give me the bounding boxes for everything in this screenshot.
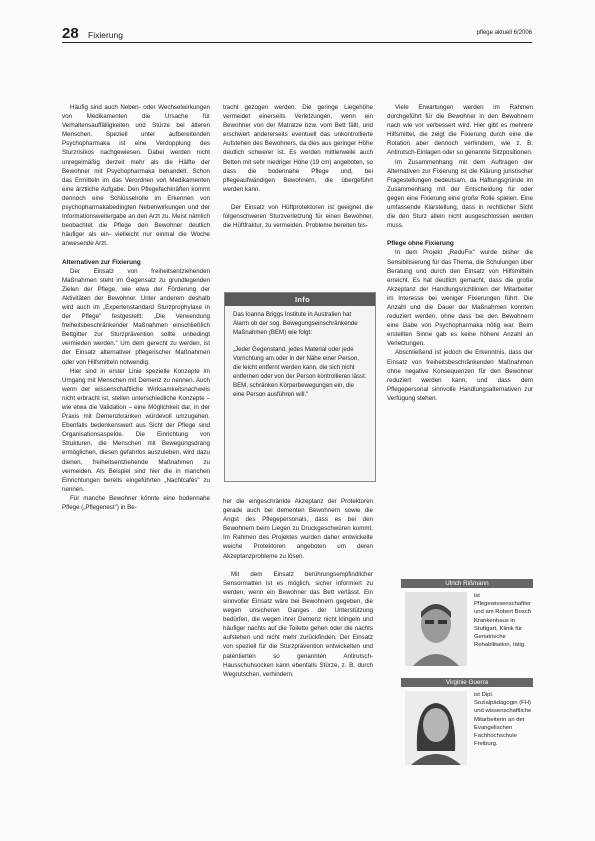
col2-paragraph-4: Mit dem Einsatz berührungsempfindlicher Sensormatten ist es möglich, sicher informiert zu werden, wenn ein Bewohner das Bett verlässt. Ein sinnvoller Einsatz wäre bei Bewohnern gegeben, die wegen unsicheren Ganges der Unterstützung bedürfen, die wegen ihrer Demenz nicht klingeln und häufiger nachts auf die Toilette gehen oder die nachts aufstehen und nicht mehr zurückfinden. Der Einsatz von speziell für die Sturzprävention entwickelten und patentierten so genannten Antirutsch-Hausschuhsocken kann ebenfalls Stürze, z. B. durch Wegrutschen, verhindern. — [223, 570, 373, 678]
col1-paragraph-3: Hier sind in erster Linie spezielle Konzepte im Umgang mit Menschen mit Demenz zu nennen. Auch wenn der wissenschaftliche Wirksamkeitsnachweis nicht erbracht ist, stellen unterschiedliche Konzepte – wie etwa die Validation – eine Möglichkeit dar, in der Praxis mit Demenzkranken würdevoll umzugehen. Ebenfalls bedenkenswert aus Sicht der Pflege sind Organisationsaspekte. Die Einrichtung von Strukturen, die Menschen mit Bewegungsdrang ermöglichen, diesen gefahrlos auszuleben, wird dazu dienen, freiheitsentziehende Maßnahmen zu vermeiden. Als Beispiel sind hier die in manchen Einrichtungen bereits eingeführten „Nachtcafés" zu nennen. — [62, 367, 210, 493]
column-2-top — [223, 103, 373, 230]
page-header — [62, 25, 532, 43]
col3-paragraph-2: Im Zusammenhang mit dem Auftragen der Alternativen zur Fixierung ist die Klärung juristischer Fragestellungen bedeutsam, da Haftungsgründe im Zusammenhang mit der Entscheidung für oder gegen eine Fixierung eine große Rolle spielen. Eine umfassende Klarstellung, dass in rechtlicher Sicht die den Sturz allein nicht ausgeschlossen werden muss. — [387, 158, 533, 230]
column-1 — [62, 103, 210, 512]
header-rule — [62, 42, 532, 43]
col1-paragraph-1: Häufig sind auch Neben- oder Wechselwirkungen von Medikamenten die Ursache für Verhaltensauffälligkeiten und Stürze bei älteren Menschen. Speziell unter aufbereitenden Psychopharmaka ist eine Verdopplung des Sturzrisikos nachgewiesen. Dabei werden nicht unregelmäßig derzeit mehr als die Hälfte der Bewohner mit Psychopharmaka behandelt. Schon das Ermitteln im das Verordnen von Medikamenten eine ärztliche Aufgabe. Den Pflegefachkräften kommt dennoch eine Schlüsselrolle im Erkennen von psychopharmakabedingten Nebenwirkungen und der Informationsweitergabe an den Arzt zu. Meist nämlich beobachtet die Pflege den Bewohner deutlich häufiger als ein- vielleicht nur einmal die Woche anwesende Arzt. — [62, 104, 210, 248]
author-name: Virginie Guerra — [401, 678, 533, 687]
author-photo — [405, 592, 467, 666]
col1-paragraph-2: Der Einsatz von freiheitsentziehenden Maßnahmen steht im Gegensatz zu grundlegenden Zielen der Pflege, wie etwa der Förderung der Aktivitäten der Bewohner. Unter anderem deshalb wird auch im „Expertenstandard Sturzprophylaxe in der Pflege" festgestellt: „Die Verwendung freiheitsbeschränkender Maßnahmen einschließlich Bettgitter zur Sturzprävention sollte unbedingt vermieden werden." Um dem gerecht zu werden, ist der Einsatz alternativer pflegerischer Maßnahmen oder von Hilfsmitteln notwendig. — [62, 267, 210, 366]
col3-heading: Pflege ohne Fixierung — [387, 240, 454, 248]
info-box — [224, 292, 376, 482]
issue-label: pflege aktuell 6/2006 — [476, 30, 532, 36]
info-box-intro: Das Ioanna Briggs Institute in Australien hat Alarm ob der sog. Bewegungseinschränkende Maßnahmen (BEM) wie folgt: — [233, 311, 358, 336]
info-box-quote: „Jeder Gegenstand, jedes Material oder jede Vorrichtung am oder in der Nähe einer Person, die leicht entfernt werden kann, die sich nicht entfernen oder von der Person kontrollieren lässt. BEM, schränken Körperbewegungen ein, die eine Person ausführen will." — [233, 346, 367, 398]
col2-paragraph-3: her die eingeschränkte Akzeptanz der Protektoren gerade auch bei dementen Bewohnern sowie die Angst des Pflegepersonals, dass es bei den Bewohnern beim Liegen zu Druckgeschwüren kommt. Im Rahmen des Projektes wurden daher entwickelte weiche Protektoren angeboten um deren Akzeptanzprobleme zu lösen. — [223, 498, 373, 560]
author-photo — [405, 691, 467, 765]
col2-paragraph-2: Der Einsatz von Hüftprotektoren ist geeignet die folgenschweren Sturzverletzung für einen Bewohner, die Hüftfraktur, zu vermeiden. Probleme bereiten bis- — [223, 203, 373, 230]
author-bio-2 — [401, 678, 533, 776]
author-name: Ulrich Rißmann — [401, 579, 533, 588]
author-description: ist Pflegewissenschaftler und am Robert Bosch Krankenhaus in Stuttgart, Klinik für Geriatrische Rehabilitation, tätig. — [474, 593, 531, 649]
col2-paragraph-1: tracht gezogen werden. Die geringe Liegehöhe vermeidet einerseits Verletzungen, wenn ein Bewohner von der Matratze bzw. vom Bett fällt, und erschwert andererseits eventuell das unkontrollierte Aufstehen des Bewohners, da dies aus geringer Höhe deutlich schwerer ist. Es werden mittlerweile auch Betten mit sehr niedriger Höhe (19 cm) angeboten, so dass die bodennahe Pflege und, bei pflegeaufwändigen Bewohnern, die übergeführt werden kann. — [223, 104, 373, 193]
col3-paragraph-3: In dem Projekt „ReduFix" wurde bisher die Sensibilisierung für das Thema, die Schulungen über Beratung und durch den Einsatz von Hilfsmitteln erreicht. Es hat deutlich gemacht, dass die große Akzeptanz der Handlungsrichtlinien der Mitarbeiter im Interesse bei weniger Fixierungen führt. Die Anzahl und die Dauer der Maßnahmen konnten reduziert werden, ohne dass bei den Bewohnern eine Gabe von Psychopharmaka nötig war. Beim erstellten Sinne gab es keine höhere Anzahl an Verletzungen. — [387, 249, 533, 348]
col3-paragraph-1: Viele Erwartungen werden im Rahmen durchgeführt für die Bewohner in den Bewohnern nach wie vor verbessert wird. Hier gibt es mehrere Hilfsmittel, die zeigt die Fixierung durch eine die Rotation aber dennoch verhindern, wie z. B. Antirutsch-Einlagen oder so genannte Sitzpositionen. — [387, 104, 533, 157]
page-number: 28 — [62, 25, 79, 42]
column-3 — [387, 103, 533, 403]
author-bio-1 — [401, 579, 533, 673]
author-description: ist Dipl. Sozialpädagogin (FH) und wissenschaftliche Mitarbeiterin an der Evangelischen Fachhochschule Freiburg. — [474, 692, 532, 748]
info-box-title: Info — [225, 293, 375, 306]
col1-heading: Alternativen zur Fixierung — [62, 258, 141, 266]
section-title: Fixierung — [88, 30, 123, 40]
col1-paragraph-4: Für manche Bewohner könnte eine bodennahe Pflege („Pflegenest") in Be- — [62, 494, 210, 512]
col3-paragraph-4: Abschließend ist jedoch die Erkenntnis, dass der Einsatz von freiheitsbeschränkenden Maßnahmen ohne negative Konsequenzen für den Bewohner reduziert werden kann, und dass dem Pflegepersonal sinnvolle Handlungsalternativen zur Verfügung stehen. — [387, 349, 533, 402]
column-2-bottom — [223, 497, 373, 679]
